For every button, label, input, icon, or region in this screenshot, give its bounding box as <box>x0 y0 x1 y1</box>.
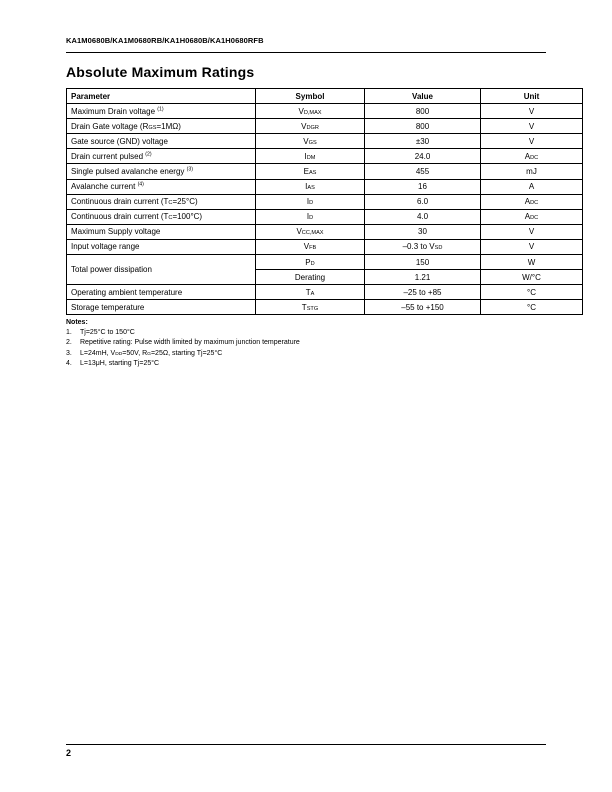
param-cell: Single pulsed avalanche energy $^{(3)}$ <box>67 164 256 179</box>
param-cell: Gate source (GND) voltage <box>67 134 256 149</box>
value-cell: 30 <box>365 224 481 239</box>
symbol-cell: ID <box>256 194 365 209</box>
symbol-cell: VDGR <box>256 119 365 134</box>
unit-cell: W/°C <box>481 270 583 285</box>
symbol-cell: Derating <box>256 270 365 285</box>
value-cell: 24.0 <box>365 149 481 164</box>
symbol-cell: VGS <box>256 134 365 149</box>
page-title: Absolute Maximum Ratings <box>66 64 255 80</box>
column-header-unit: Unit <box>481 89 583 104</box>
symbol-cell: VD,MAX <box>256 104 365 119</box>
param-cell: Continuous drain current (TC=25°C) <box>67 194 256 209</box>
param-cell: Drain Gate voltage (RGS=1MΩ) <box>67 119 256 134</box>
table-row <box>67 104 583 119</box>
footer-rule <box>66 744 546 745</box>
note-item <box>66 359 546 369</box>
table-row <box>67 119 583 134</box>
table-row <box>67 224 583 239</box>
note-text: L=13μH, starting Tj=25°C <box>80 360 160 368</box>
note-number: 4. <box>66 360 72 368</box>
page-number: 2 <box>66 748 72 758</box>
unit-cell: ADC <box>481 149 583 164</box>
param-cell: Avalanche current $^{(4)}$ <box>67 179 256 194</box>
param-cell: Drain current pulsed $^{(2)}$ <box>67 149 256 164</box>
table-row <box>67 285 583 300</box>
note-number: 1. <box>66 329 72 336</box>
value-cell: –55 to +150 <box>365 300 481 315</box>
symbol-cell: VCC,MAX <box>256 224 365 239</box>
symbol-cell: IAS <box>256 179 365 194</box>
note-item <box>66 338 546 348</box>
unit-cell: ADC <box>481 194 583 209</box>
note-text: Repetitive rating: Pulse width limited by maximum junction temperature <box>80 339 300 347</box>
table-row <box>67 255 583 270</box>
param-cell: Total power dissipation <box>67 255 256 285</box>
value-cell: 455 <box>365 164 481 179</box>
symbol-cell: IDM <box>256 149 365 164</box>
table-row <box>67 149 583 164</box>
unit-cell: °C <box>481 300 583 315</box>
column-header-symbol: Symbol <box>256 89 365 104</box>
table-row <box>67 164 583 179</box>
value-cell: ±30 <box>365 134 481 149</box>
unit-cell: V <box>481 239 583 254</box>
value-cell: 16 <box>365 179 481 194</box>
param-cell: Storage temperature <box>67 300 256 315</box>
unit-cell: ADC <box>481 209 583 224</box>
unit-cell: V <box>481 134 583 149</box>
unit-cell: A <box>481 179 583 194</box>
unit-cell: V <box>481 119 583 134</box>
unit-cell: V <box>481 224 583 239</box>
table-row <box>67 179 583 194</box>
table-header-row <box>67 89 583 104</box>
value-cell: –25 to +85 <box>365 285 481 300</box>
column-header-parameter: Parameter <box>67 89 256 104</box>
symbol-cell: PD <box>256 255 365 270</box>
note-item <box>66 328 546 338</box>
note-text: Tj=25°C to 150°C <box>80 329 135 336</box>
unit-cell: °C <box>481 285 583 300</box>
table-row <box>67 300 583 315</box>
symbol-cell: ID <box>256 209 365 224</box>
param-cell: Operating ambient temperature <box>67 285 256 300</box>
document-header-partnumbers: KA1M0680B/KA1M0680RB/KA1H0680B/KA1H0680RFB <box>66 36 546 53</box>
value-cell: 800 <box>365 119 481 134</box>
value-cell: 6.0 <box>365 194 481 209</box>
table-row <box>67 239 583 254</box>
note-number: 3. <box>66 349 72 357</box>
symbol-cell: EAS <box>256 164 365 179</box>
value-cell: 1.21 <box>365 270 481 285</box>
note-text: L=24mH, VDD=50V, RG=25Ω, starting Tj=25°C <box>80 349 223 357</box>
value-cell: 4.0 <box>365 209 481 224</box>
note-item <box>66 349 546 359</box>
notes-title: Notes: <box>66 319 88 326</box>
table-row <box>67 209 583 224</box>
param-cell: Maximum Supply voltage <box>67 224 256 239</box>
symbol-cell: VFB <box>256 239 365 254</box>
param-cell: Continuous drain current (TC=100°C) <box>67 209 256 224</box>
value-cell: –0.3 to VSD <box>365 239 481 254</box>
unit-cell: V <box>481 104 583 119</box>
value-cell: 800 <box>365 104 481 119</box>
column-header-value: Value <box>365 89 481 104</box>
param-cell: Maximum Drain voltage $^{(1)}$ <box>67 104 256 119</box>
table-row <box>67 194 583 209</box>
value-cell: 150 <box>365 255 481 270</box>
symbol-cell: TA <box>256 285 365 300</box>
notes-section <box>66 318 546 370</box>
unit-cell: W <box>481 255 583 270</box>
symbol-cell: TSTG <box>256 300 365 315</box>
table-row <box>67 134 583 149</box>
absolute-maximum-ratings-table <box>66 88 583 315</box>
param-cell: Input voltage range <box>67 239 256 254</box>
unit-cell: mJ <box>481 164 583 179</box>
note-number: 2. <box>66 339 72 347</box>
